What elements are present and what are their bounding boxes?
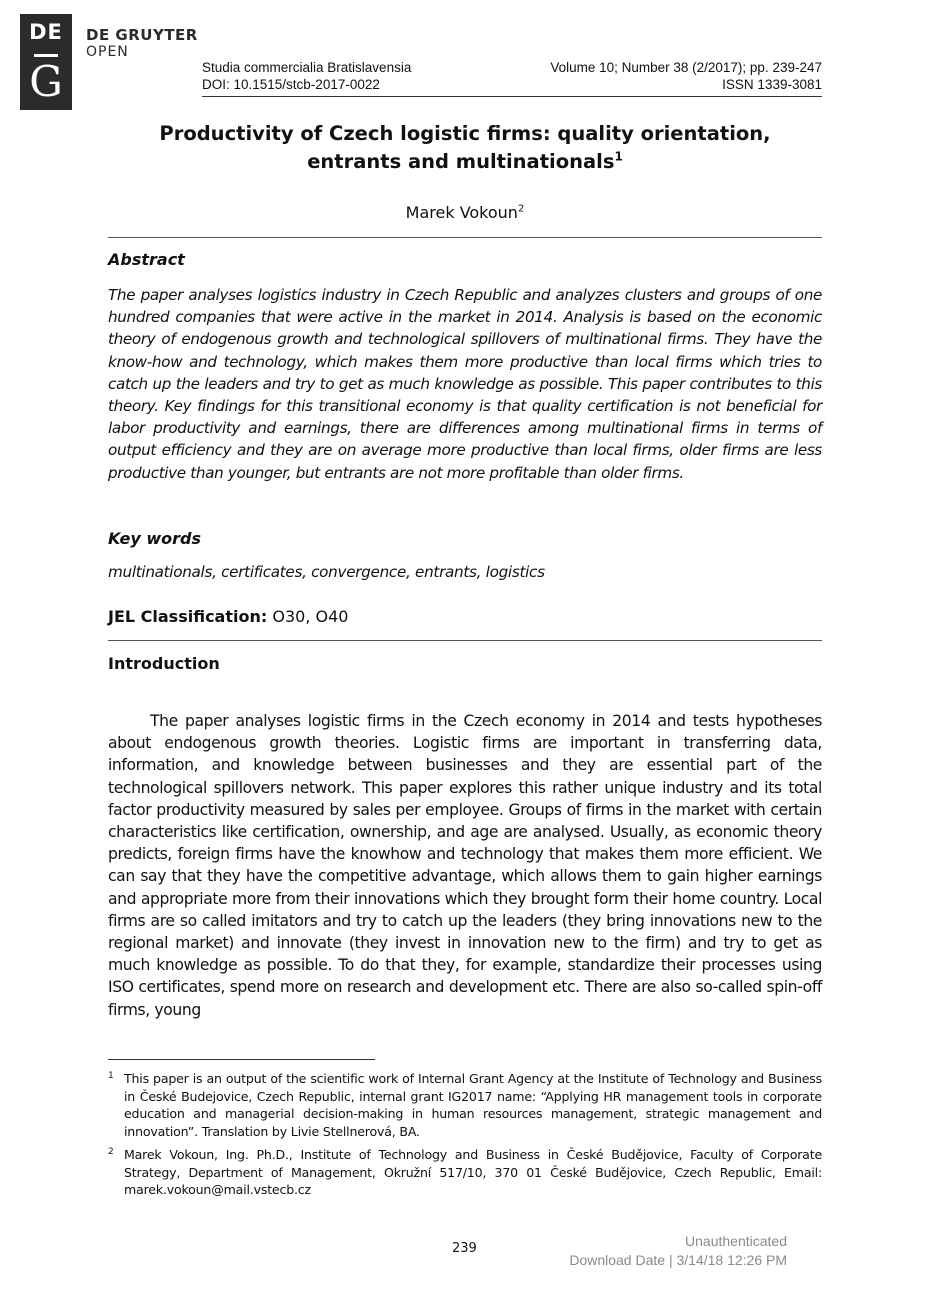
- journal-doi: DOI: 10.1515/stcb-2017-0022: [202, 77, 380, 92]
- journal-volume: Volume 10; Number 38 (2/2017); pp. 239-247: [550, 60, 822, 75]
- keywords-heading: Key words: [108, 529, 202, 548]
- footnote-1-text: This paper is an output of the scientific work of Internal Grant Agency at the Institute of Technology and Business in České Budejovice, Czech Republic, internal grant IG2017 name: “Applying HR management tools in corporate education and managerial decision-making in human resources management, strategic management and innovation”. Translation by Livie Stellnerová, BA.: [124, 1071, 822, 1139]
- author-footnote-marker: 2: [517, 203, 525, 215]
- journal-name: Studia commercialia Bratislavensia: [202, 60, 412, 75]
- title-line-2: entrants and multinationals: [307, 150, 615, 173]
- footnote-divider: [108, 1059, 375, 1060]
- logo-g-text: G: [29, 57, 63, 106]
- logo-de-text: DE: [29, 20, 63, 44]
- logo-brand: DE GRUYTER: [86, 26, 198, 44]
- watermark-line-1: Unauthenticated: [685, 1233, 787, 1249]
- introduction-heading: Introduction: [108, 654, 220, 673]
- abstract-heading: Abstract: [108, 250, 185, 269]
- header-divider: [202, 96, 822, 97]
- jel-classification: [108, 607, 348, 626]
- footnote-1: [108, 1070, 822, 1140]
- download-watermark: [569, 1232, 787, 1270]
- footnote-2-text: Marek Vokoun, Ing. Ph.D., Institute of Technology and Business in České Budějovice, Faculty of Corporate Strategy, Department of Management, Okružní 517/10, 370 01 České Budějovice, Czech Republic, Email: marek.vokoun@mail.vstecb.cz: [124, 1147, 822, 1197]
- jel-value: O30, O40: [272, 607, 349, 626]
- abstract-top-divider: [108, 237, 822, 238]
- watermark-line-2: Download Date | 3/14/18 12:26 PM: [569, 1252, 787, 1268]
- journal-header: [202, 59, 822, 93]
- title-footnote-marker: 1: [614, 149, 623, 164]
- intro-top-divider: [108, 640, 822, 641]
- publisher-logo: [0, 0, 200, 110]
- logo-open: OPEN: [86, 44, 129, 60]
- abstract-text: The paper analyses logistics industry in Czech Republic and analyzes clusters and groups of one hundred companies that were active in the market in 2014. Analysis is based on the economic theory of endogenous growth and technological spillovers of multinational firms. They have the know-how and technology, which makes them more productive than local firms which tries to catch up the leaders and try to get as much knowledge as possible. This paper contributes to this theory. Key findings for this transitional economy is that quality certification is not beneficial for labor productivity and earnings, there are differences among multinational firms in terms of output efficiency and they are on average more productive than local firms, older firms are less productive than younger, but entrants are not more profitable than older firms.: [108, 286, 822, 482]
- journal-issn: ISSN 1339-3081: [722, 77, 822, 92]
- footnote-2: [108, 1146, 822, 1199]
- page-number: 239: [452, 1241, 477, 1256]
- logo-mark: [20, 14, 72, 110]
- introduction-text: The paper analyses logistic firms in the Czech economy in 2014 and tests hypotheses about endogenous growth theories. Logistic firms are important in transferring data, information, and knowledge between businesses and they are essential part of the technological spillovers network. This paper explores this rather unique industry and its total factor productivity measured by sales per employee. Groups of firms in the market with certain characteristics like certification, ownership, and age are analysed. Usually, as economic theory predicts, foreign firms have the knowhow and technology that makes them more efficient. We can say that they have the competitive advantage, which allows them to gain higher earnings and appropriate more from their innovations which they brought form their home country. Local firms are so called imitators and try to catch up the leaders (they bring innovations new to the regional market) and innovate (they invest in innovation new to the firm) and try to get as much knowledge as possible. To do that they, for example, standardize their processes using ISO certificates, spend more on research and development etc. There are also so-called spin-off firms, young: [108, 712, 822, 1019]
- title-line-1: Productivity of Czech logistic firms: quality orientation,: [159, 122, 771, 145]
- author-line: [108, 203, 822, 222]
- author-name: Marek Vokoun: [405, 203, 518, 222]
- footnote-2-number: 2: [108, 1147, 114, 1157]
- paper-title: [108, 120, 822, 176]
- keywords-text: multinationals, certificates, convergence, entrants, logistics: [108, 563, 545, 581]
- jel-label: JEL Classification:: [108, 607, 268, 626]
- footnote-1-number: 1: [108, 1071, 114, 1081]
